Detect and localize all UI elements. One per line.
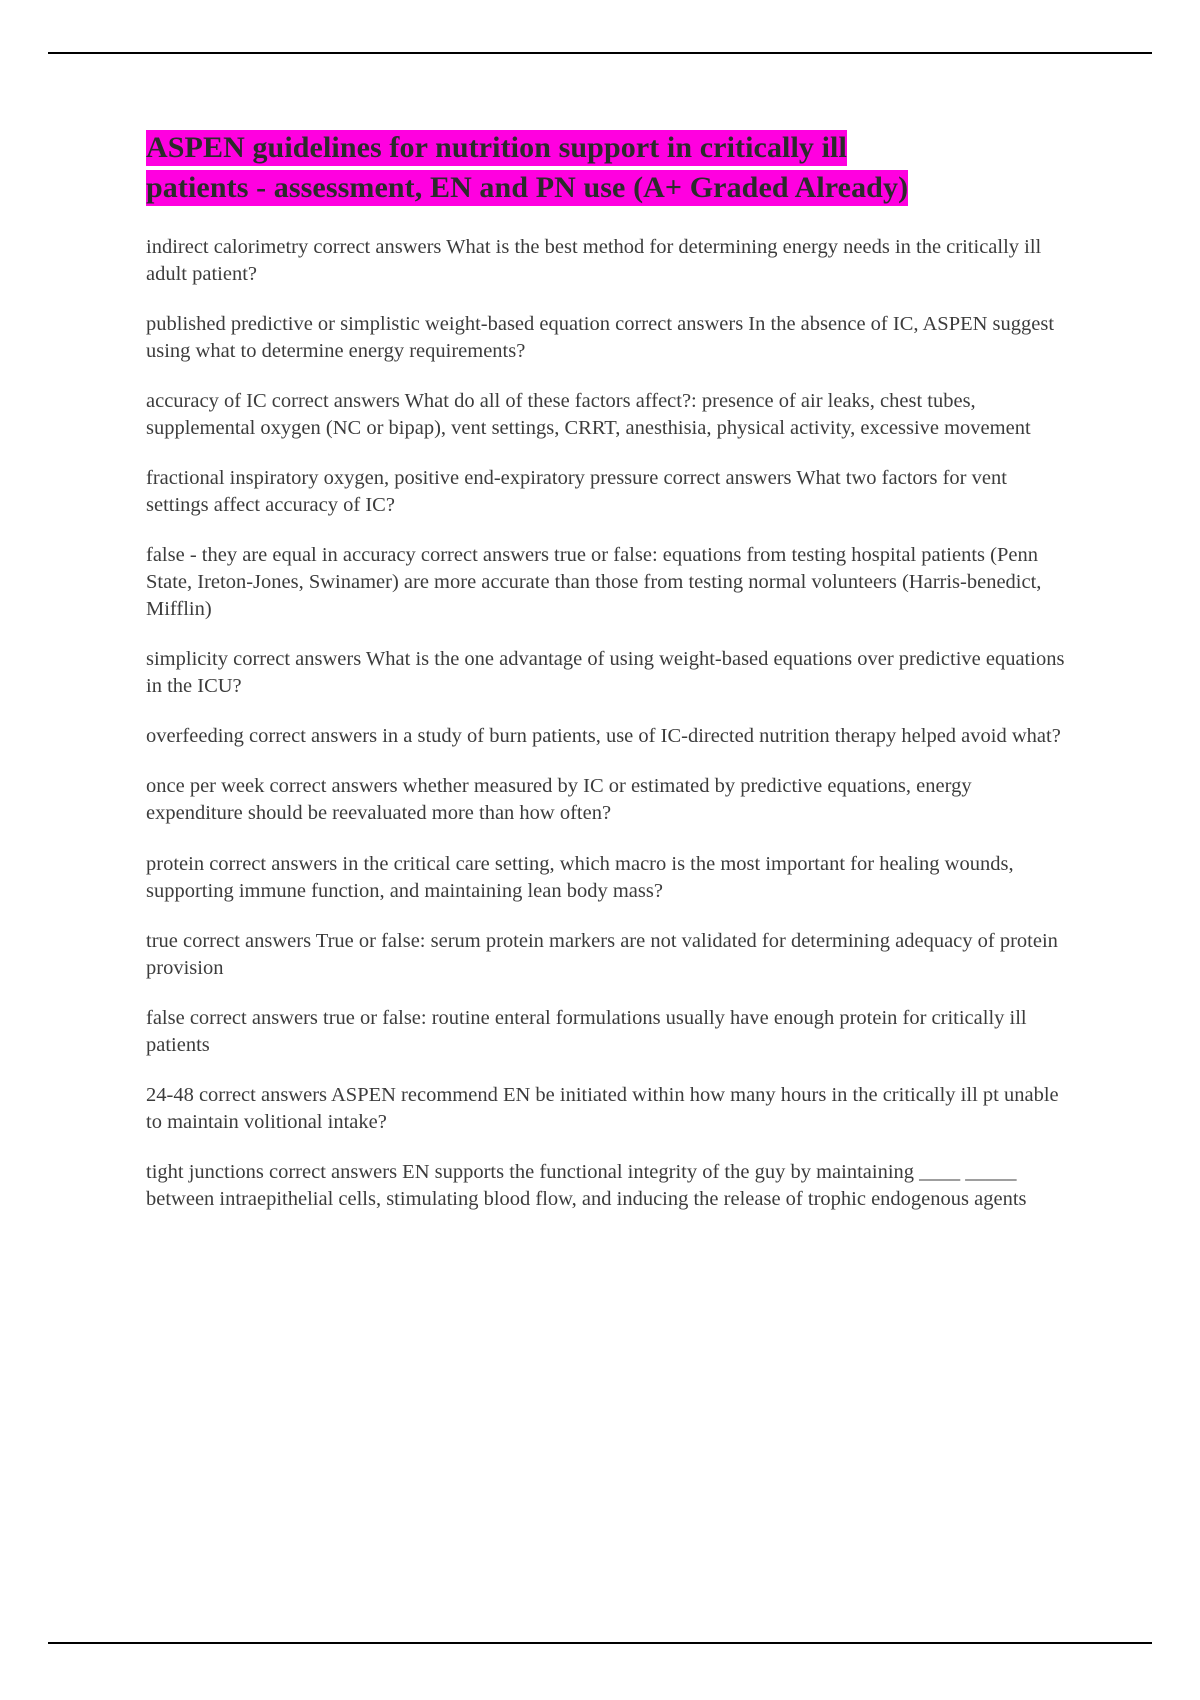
qa-entry: accuracy of IC correct answers What do all of these factors affect?: presence of air leaks, chest tubes, supplemental oxygen (NC or bipap), vent settings, CRRT, anesthisia, physical activity, excessive movement [146,389,1031,440]
qa-entry: simplicity correct answers What is the one advantage of using weight-based equations over predictive equations in the ICU? [146,648,1065,698]
qa-entry: once per week correct answers whether measured by IC or estimated by predictive equations, energy expenditure should be reevaluated more than how often? [146,775,972,825]
qa-entry: false - they are equal in accuracy correct answers true or false: equations from testing hospital patients (Penn State, Ireton-Jones, Swinamer) are more accurate than those from testing normal volunteers (Harris-benedict, Mifflin) [146,544,1042,621]
qa-entry: published predictive or simplistic weight-based equation correct answers In the absence of IC, ASPEN suggest using what to determine energy requirements? [146,312,1055,362]
document-body [146,128,1066,1213]
qa-entry: protein correct answers in the critical care setting, which macro is the most important for healing wounds, supporting immune function, and maintaining lean body mass? [146,852,1014,902]
qa-entry: overfeeding correct answers in a study of burn patients, use of IC-directed nutrition therapy helped avoid what? [146,725,1061,748]
qa-entry: tight junctions correct answers EN supports the functional integrity of the guy by maintaining ____ _____ between intraepithelial cells, stimulating blood flow, and inducing the release of trophic endogenous agents [146,1160,1027,1210]
page-top-rule [48,52,1152,54]
page-bottom-rule [48,1642,1152,1644]
qa-entry: true correct answers True or false: serum protein markers are not validated for determining adequacy of protein provision [146,929,1058,979]
qa-entry: false correct answers true or false: routine enteral formulations usually have enough protein for critically ill patients [146,1006,1027,1056]
qa-entry: fractional inspiratory oxygen, positive end-expiratory pressure correct answers What two factors for vent settings affect accuracy of IC? [146,467,1007,517]
page-title [146,128,1066,208]
qa-entry: indirect calorimetry correct answers What is the best method for determining energy needs in the critically ill adult patient? [146,235,1042,285]
page-title-line-2: patients - assessment, EN and PN use (A+ Graded Already) [146,170,909,204]
qa-entry: 24-48 correct answers ASPEN recommend EN be initiated within how many hours in the critically ill pt unable to maintain volitional intake? [146,1083,1059,1133]
page-title-line-1: ASPEN guidelines for nutrition support in critically ill [146,131,847,164]
